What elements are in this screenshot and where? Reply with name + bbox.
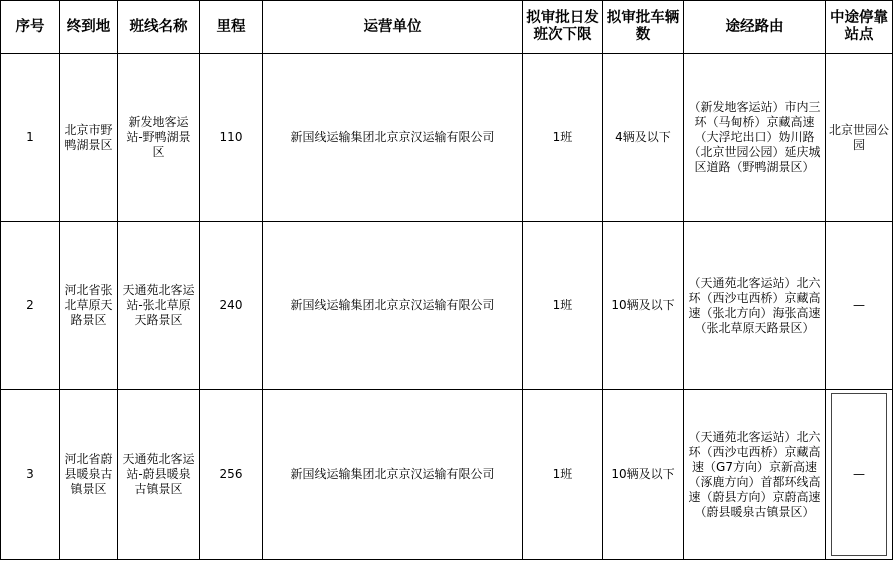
- cell-daily-trips: 1班: [523, 390, 603, 560]
- header-mileage: 里程: [200, 1, 263, 54]
- cell-route: （天通苑北客运站）北六环（西沙屯西桥）京藏高速（张北方向）海张高速（张北草原天路景区）: [684, 222, 826, 390]
- cell-vehicles: 4辆及以下: [603, 54, 684, 222]
- cell-stops: 北京世园公园: [826, 54, 893, 222]
- header-destination: 终到地: [60, 1, 118, 54]
- cell-destination: 河北省蔚县暖泉古镇景区: [60, 390, 118, 560]
- header-row: [1, 1, 893, 54]
- cell-daily-trips: 1班: [523, 54, 603, 222]
- header-operator: 运营单位: [263, 1, 523, 54]
- table-row: [1, 54, 893, 222]
- cell-mileage: 110: [200, 54, 263, 222]
- cell-daily-trips: 1班: [523, 222, 603, 390]
- cell-vehicles: 10辆及以下: [603, 390, 684, 560]
- cell-stops-selected[interactable]: [826, 390, 893, 560]
- cell-operator: 新国线运输集团北京京汉运输有限公司: [263, 390, 523, 560]
- cell-destination: 河北省张北草原天路景区: [60, 222, 118, 390]
- cell-stops: —: [853, 467, 865, 481]
- table-row: [1, 390, 893, 560]
- cell-line-name: 新发地客运站-野鸭湖景区: [118, 54, 200, 222]
- header-line-name: 班线名称: [118, 1, 200, 54]
- cell-operator: 新国线运输集团北京京汉运输有限公司: [263, 222, 523, 390]
- header-daily-trips: 拟审批日发班次下限: [523, 1, 603, 54]
- header-vehicles: 拟审批车辆数: [603, 1, 684, 54]
- table-row: [1, 222, 893, 390]
- header-stops: 中途停靠站点: [826, 1, 893, 54]
- header-route: 途经路由: [684, 1, 826, 54]
- cell-stops: —: [826, 222, 893, 390]
- cell-route: （天通苑北客运站）北六环（西沙屯西桥）京藏高速（G7方向）京新高速（涿鹿方向）首都环线高速（蔚县方向）京蔚高速（蔚县暖泉古镇景区）: [684, 390, 826, 560]
- header-seq: 序号: [1, 1, 60, 54]
- cell-mileage: 240: [200, 222, 263, 390]
- cell-vehicles: 10辆及以下: [603, 222, 684, 390]
- cell-mileage: 256: [200, 390, 263, 560]
- cell-seq: 1: [1, 54, 60, 222]
- selected-cell-outline: [831, 393, 887, 556]
- cell-seq: 2: [1, 222, 60, 390]
- cell-operator: 新国线运输集团北京京汉运输有限公司: [263, 54, 523, 222]
- cell-line-name: 天通苑北客运站-张北草原天路景区: [118, 222, 200, 390]
- cell-seq: 3: [1, 390, 60, 560]
- cell-route: （新发地客运站）市内三环（马甸桥）京藏高速（大浮坨出口）妫川路（北京世园公园）延庆城区道路（野鸭湖景区）: [684, 54, 826, 222]
- cell-line-name: 天通苑北客运站-蔚县暖泉古镇景区: [118, 390, 200, 560]
- cell-destination: 北京市野鸭湖景区: [60, 54, 118, 222]
